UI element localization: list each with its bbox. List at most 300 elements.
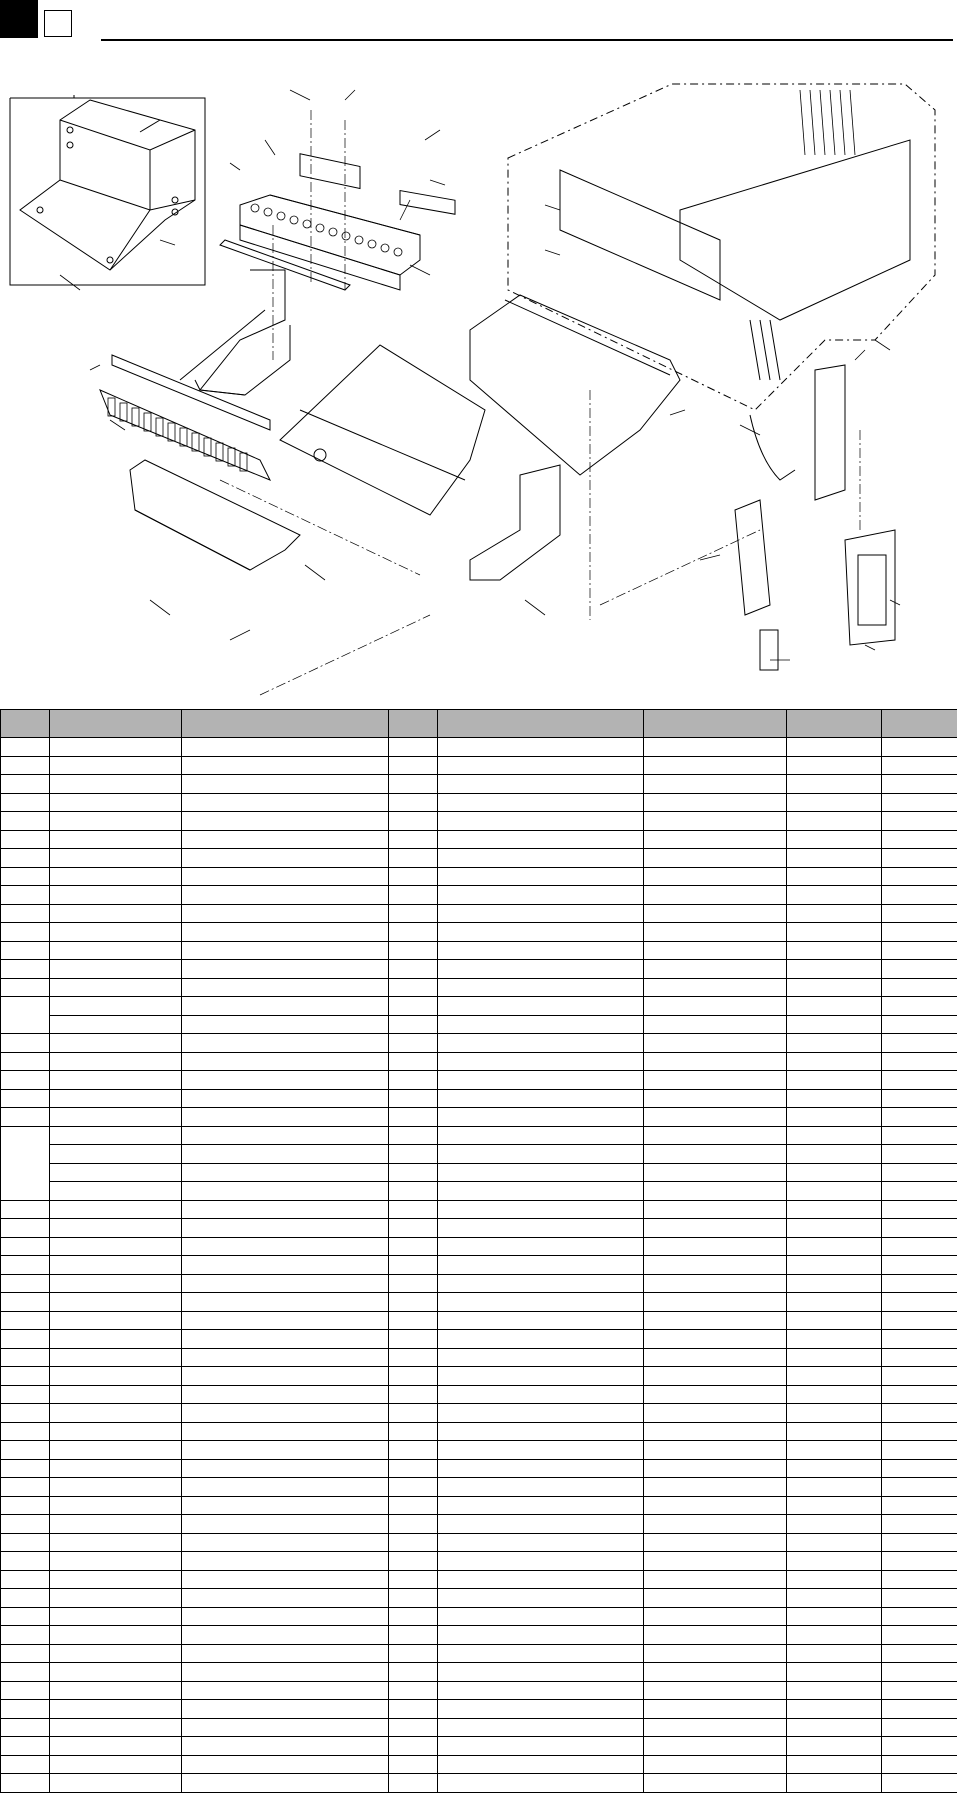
parts-table-body: [1, 738, 957, 1793]
table-cell: [644, 923, 787, 942]
table-cell: [50, 1108, 182, 1127]
support-stand-left: [180, 270, 290, 395]
table-row: [1, 1459, 957, 1478]
table-cell: [882, 1126, 957, 1145]
table-cell: [882, 1459, 957, 1478]
table-cell: [644, 1663, 787, 1682]
table-cell: [787, 1774, 882, 1793]
table-cell: [787, 1681, 882, 1700]
table-cell: [438, 1367, 644, 1386]
table-cell: [182, 1034, 389, 1053]
table-cell-no: [1, 1737, 50, 1756]
shelf-panel: [280, 345, 485, 515]
table-cell: [182, 1071, 389, 1090]
table-cell: [438, 923, 644, 942]
table-cell: [644, 1700, 787, 1719]
table-cell: [50, 1126, 182, 1145]
table-cell: [787, 1237, 882, 1256]
dashed-assembly-outline: [508, 84, 935, 410]
table-cell: [50, 1589, 182, 1608]
table-cell: [389, 756, 438, 775]
table-cell-no: [1, 1385, 50, 1404]
table-cell: [389, 1496, 438, 1515]
table-cell: [389, 867, 438, 886]
table-cell-no: [1, 1089, 50, 1108]
table-cell-no: [1, 923, 50, 942]
table-cell: [182, 1478, 389, 1497]
table-cell: [389, 1404, 438, 1423]
table-cell: [882, 1219, 957, 1238]
table-cell: [882, 886, 957, 905]
header-cell: [882, 710, 957, 738]
table-cell: [787, 1385, 882, 1404]
table-row: [1, 1533, 957, 1552]
table-cell: [644, 904, 787, 923]
table-cell: [50, 1570, 182, 1589]
table-cell: [182, 1404, 389, 1423]
table-cell: [50, 1681, 182, 1700]
table-cell: [438, 997, 644, 1016]
table-cell: [644, 1404, 787, 1423]
table-cell: [644, 775, 787, 794]
table-cell: [182, 1274, 389, 1293]
table-cell: [787, 1163, 882, 1182]
table-cell: [787, 1515, 882, 1534]
table-cell: [882, 1015, 957, 1034]
table-cell: [438, 1219, 644, 1238]
table-cell: [438, 1311, 644, 1330]
table-cell: [787, 941, 882, 960]
table-cell-no: [1, 793, 50, 812]
table-cell: [882, 1737, 957, 1756]
table-cell: [882, 1348, 957, 1367]
table-cell: [787, 849, 882, 868]
table-cell: [438, 830, 644, 849]
table-cell: [50, 1071, 182, 1090]
table-cell: [882, 1052, 957, 1071]
table-cell: [438, 1478, 644, 1497]
table-cell: [182, 1145, 389, 1164]
cable-harness: [750, 415, 795, 480]
table-cell: [787, 1441, 882, 1460]
table-cell: [389, 1145, 438, 1164]
table-row: [1, 1015, 957, 1034]
table-cell: [182, 1256, 389, 1275]
table-cell: [50, 1533, 182, 1552]
table-cell: [644, 1330, 787, 1349]
table-cell: [882, 1311, 957, 1330]
table-cell: [182, 997, 389, 1016]
table-cell: [644, 1293, 787, 1312]
table-cell: [787, 1348, 882, 1367]
table-cell: [644, 1515, 787, 1534]
table-cell: [644, 1496, 787, 1515]
table-cell: [438, 1644, 644, 1663]
table-cell: [644, 997, 787, 1016]
table-row: [1, 1034, 957, 1053]
table-cell: [389, 1570, 438, 1589]
table-cell: [50, 997, 182, 1016]
table-cell-no: [1, 960, 50, 979]
table-cell: [644, 886, 787, 905]
table-cell: [50, 1163, 182, 1182]
table-cell-no: [1, 1348, 50, 1367]
table-cell: [882, 1515, 957, 1534]
front-key-bar: [100, 355, 270, 480]
table-cell: [438, 1681, 644, 1700]
table-cell: [182, 1200, 389, 1219]
table-cell-no: [1, 1071, 50, 1090]
table-header-row: [1, 710, 957, 738]
table-cell: [787, 793, 882, 812]
table-cell-no: [1, 1237, 50, 1256]
table-row: [1, 1718, 957, 1737]
table-cell: [50, 941, 182, 960]
table-cell: [787, 1718, 882, 1737]
table-cell: [882, 1385, 957, 1404]
table-row: [1, 756, 957, 775]
table-cell: [882, 1108, 957, 1127]
table-cell-no: [1, 1200, 50, 1219]
table-cell: [644, 756, 787, 775]
table-cell-no: [1, 1626, 50, 1645]
table-cell: [644, 1367, 787, 1386]
table-cell: [438, 1200, 644, 1219]
table-cell: [389, 1552, 438, 1571]
table-cell: [882, 1533, 957, 1552]
table-cell: [50, 1478, 182, 1497]
table-cell: [882, 830, 957, 849]
title-rule: [101, 39, 953, 41]
table-cell: [644, 738, 787, 757]
table-row: [1, 1126, 957, 1145]
table-cell: [438, 1737, 644, 1756]
table-cell: [438, 775, 644, 794]
control-panel-board: [845, 530, 895, 645]
table-row: [1, 1663, 957, 1682]
side-bracket: [735, 500, 770, 615]
table-cell: [882, 1718, 957, 1737]
table-cell: [50, 1441, 182, 1460]
table-cell-no: [1, 1533, 50, 1552]
table-cell: [787, 867, 882, 886]
table-cell: [182, 1607, 389, 1626]
table-cell: [389, 1737, 438, 1756]
table-row: [1, 886, 957, 905]
table-cell: [438, 1441, 644, 1460]
table-row: [1, 1626, 957, 1645]
table-row: [1, 775, 957, 794]
table-cell-no: [1, 997, 50, 1034]
table-cell-no: [1, 1256, 50, 1275]
table-cell: [438, 1422, 644, 1441]
table-cell: [787, 978, 882, 997]
table-cell: [50, 1718, 182, 1737]
table-cell: [644, 1126, 787, 1145]
table-cell: [438, 1034, 644, 1053]
table-cell: [882, 867, 957, 886]
table-cell-no: [1, 1330, 50, 1349]
table-cell: [438, 1071, 644, 1090]
table-cell: [50, 1311, 182, 1330]
table-cell: [182, 1052, 389, 1071]
section-number-box: [44, 10, 72, 37]
table-cell: [389, 1681, 438, 1700]
table-cell: [389, 1256, 438, 1275]
table-cell: [787, 1737, 882, 1756]
table-cell-no: [1, 1404, 50, 1423]
table-cell: [389, 1385, 438, 1404]
table-cell: [644, 1385, 787, 1404]
table-cell: [50, 1237, 182, 1256]
table-cell-no: [1, 1459, 50, 1478]
table-row: [1, 1496, 957, 1515]
table-cell: [50, 904, 182, 923]
table-cell: [438, 812, 644, 831]
table-cell-no: [1, 1311, 50, 1330]
table-cell: [50, 1737, 182, 1756]
table-row: [1, 1311, 957, 1330]
table-cell: [182, 1663, 389, 1682]
table-cell: [882, 1200, 957, 1219]
header-cell: [644, 710, 787, 738]
table-cell: [787, 812, 882, 831]
table-cell: [438, 904, 644, 923]
table-cell-no: [1, 1367, 50, 1386]
table-cell: [882, 849, 957, 868]
table-cell-no: [1, 1274, 50, 1293]
table-row: [1, 1052, 957, 1071]
table-cell: [787, 1570, 882, 1589]
table-cell: [882, 1256, 957, 1275]
table-row: [1, 923, 957, 942]
table-cell: [389, 1034, 438, 1053]
table-cell: [182, 849, 389, 868]
table-cell: [182, 960, 389, 979]
table-cell: [787, 1663, 882, 1682]
table-cell: [182, 904, 389, 923]
table-cell: [787, 1274, 882, 1293]
table-row: [1, 1607, 957, 1626]
table-cell: [438, 1404, 644, 1423]
table-cell: [787, 1108, 882, 1127]
table-cell: [882, 1274, 957, 1293]
table-cell: [389, 941, 438, 960]
table-cell: [389, 997, 438, 1016]
table-cell: [50, 849, 182, 868]
table-cell: [644, 830, 787, 849]
table-row: [1, 1681, 957, 1700]
table-cell: [182, 1385, 389, 1404]
table-cell: [182, 1755, 389, 1774]
table-cell: [644, 1441, 787, 1460]
table-cell: [50, 793, 182, 812]
table-cell: [787, 775, 882, 794]
table-cell: [787, 1496, 882, 1515]
table-cell: [644, 1774, 787, 1793]
table-cell: [882, 1755, 957, 1774]
table-cell: [787, 997, 882, 1016]
table-cell: [882, 775, 957, 794]
table-cell-no: [1, 1422, 50, 1441]
table-cell: [644, 1089, 787, 1108]
table-cell: [438, 1533, 644, 1552]
table-cell: [389, 1237, 438, 1256]
table-cell: [787, 886, 882, 905]
table-cell: [389, 1589, 438, 1608]
table-row: [1, 867, 957, 886]
table-cell: [182, 1367, 389, 1386]
table-cell: [882, 1644, 957, 1663]
exploded-parts-diagram: [0, 60, 957, 700]
table-cell: [882, 978, 957, 997]
table-cell: [438, 849, 644, 868]
table-cell: [182, 1330, 389, 1349]
table-cell: [50, 738, 182, 757]
table-cell-no: [1, 867, 50, 886]
table-cell: [644, 941, 787, 960]
table-cell: [438, 1700, 644, 1719]
table-cell: [438, 1607, 644, 1626]
table-cell: [644, 1052, 787, 1071]
table-cell-no: [1, 849, 50, 868]
table-cell: [50, 1293, 182, 1312]
table-cell: [182, 1589, 389, 1608]
table-cell: [50, 1496, 182, 1515]
table-cell: [787, 1200, 882, 1219]
table-cell: [50, 1200, 182, 1219]
table-cell: [787, 1607, 882, 1626]
table-cell: [182, 1496, 389, 1515]
table-cell: [50, 1367, 182, 1386]
table-row: [1, 1552, 957, 1571]
table-row: [1, 1182, 957, 1201]
table-cell: [50, 1089, 182, 1108]
table-cell: [389, 849, 438, 868]
table-cell: [182, 756, 389, 775]
table-cell-no: [1, 886, 50, 905]
table-cell: [882, 1330, 957, 1349]
table-cell: [787, 1755, 882, 1774]
table-cell: [389, 1219, 438, 1238]
table-cell: [182, 1348, 389, 1367]
table-cell: [50, 1755, 182, 1774]
table-cell: [644, 1348, 787, 1367]
table-cell: [644, 867, 787, 886]
table-cell-no: [1, 738, 50, 757]
table-cell: [787, 960, 882, 979]
table-cell: [389, 1311, 438, 1330]
section-marker-block: [0, 0, 38, 38]
table-row: [1, 941, 957, 960]
table-cell: [50, 1145, 182, 1164]
table-cell: [50, 1644, 182, 1663]
table-cell: [644, 1681, 787, 1700]
table-cell: [389, 775, 438, 794]
table-cell: [438, 1274, 644, 1293]
table-cell: [787, 1311, 882, 1330]
table-cell: [50, 1015, 182, 1034]
table-cell: [438, 1589, 644, 1608]
table-cell-no: [1, 775, 50, 794]
table-cell: [389, 1441, 438, 1460]
table-cell: [438, 1718, 644, 1737]
table-cell: [389, 1644, 438, 1663]
table-cell: [882, 738, 957, 757]
table-cell-no: [1, 1774, 50, 1793]
table-row: [1, 1570, 957, 1589]
table-cell: [787, 1589, 882, 1608]
table-cell-no: [1, 1219, 50, 1238]
table-cell: [787, 1404, 882, 1423]
table-cell: [787, 1052, 882, 1071]
table-cell: [787, 1034, 882, 1053]
table-cell: [389, 923, 438, 942]
table-row: [1, 960, 957, 979]
front-cover-panel: [130, 460, 300, 570]
table-cell: [644, 849, 787, 868]
table-cell: [644, 1200, 787, 1219]
table-cell: [882, 1145, 957, 1164]
table-cell-no: [1, 941, 50, 960]
table-cell: [438, 1108, 644, 1127]
table-cell: [644, 1015, 787, 1034]
table-cell-no: [1, 1589, 50, 1608]
table-row: [1, 1515, 957, 1534]
table-cell: [882, 1182, 957, 1201]
table-cell-no: [1, 1570, 50, 1589]
table-cell: [182, 1533, 389, 1552]
table-cell: [882, 941, 957, 960]
table-cell: [438, 1145, 644, 1164]
table-cell: [644, 1718, 787, 1737]
table-cell-no: [1, 904, 50, 923]
table-cell: [882, 1607, 957, 1626]
table-cell: [438, 1348, 644, 1367]
table-cell: [182, 886, 389, 905]
table-cell: [50, 1330, 182, 1349]
table-cell: [438, 1515, 644, 1534]
table-row: [1, 904, 957, 923]
table-cell: [882, 1496, 957, 1515]
table-cell: [182, 1681, 389, 1700]
table-cell: [787, 738, 882, 757]
table-cell: [787, 1367, 882, 1386]
table-cell: [182, 1126, 389, 1145]
header-cell: [787, 710, 882, 738]
table-cell: [882, 756, 957, 775]
table-cell: [438, 1385, 644, 1404]
table-cell-no: [1, 1663, 50, 1682]
table-cell: [50, 1182, 182, 1201]
table-cell-no: [1, 1644, 50, 1663]
table-cell: [182, 1737, 389, 1756]
table-row: [1, 1330, 957, 1349]
table-cell: [787, 1626, 882, 1645]
table-row: [1, 978, 957, 997]
table-cell: [787, 1330, 882, 1349]
table-row: [1, 812, 957, 831]
table-row: [1, 1293, 957, 1312]
table-row: [1, 1774, 957, 1793]
table-cell: [438, 1293, 644, 1312]
table-row: [1, 1404, 957, 1423]
table-cell: [389, 1330, 438, 1349]
table-cell: [438, 1663, 644, 1682]
table-row: [1, 1200, 957, 1219]
table-cell: [644, 1108, 787, 1127]
table-cell: [389, 1774, 438, 1793]
